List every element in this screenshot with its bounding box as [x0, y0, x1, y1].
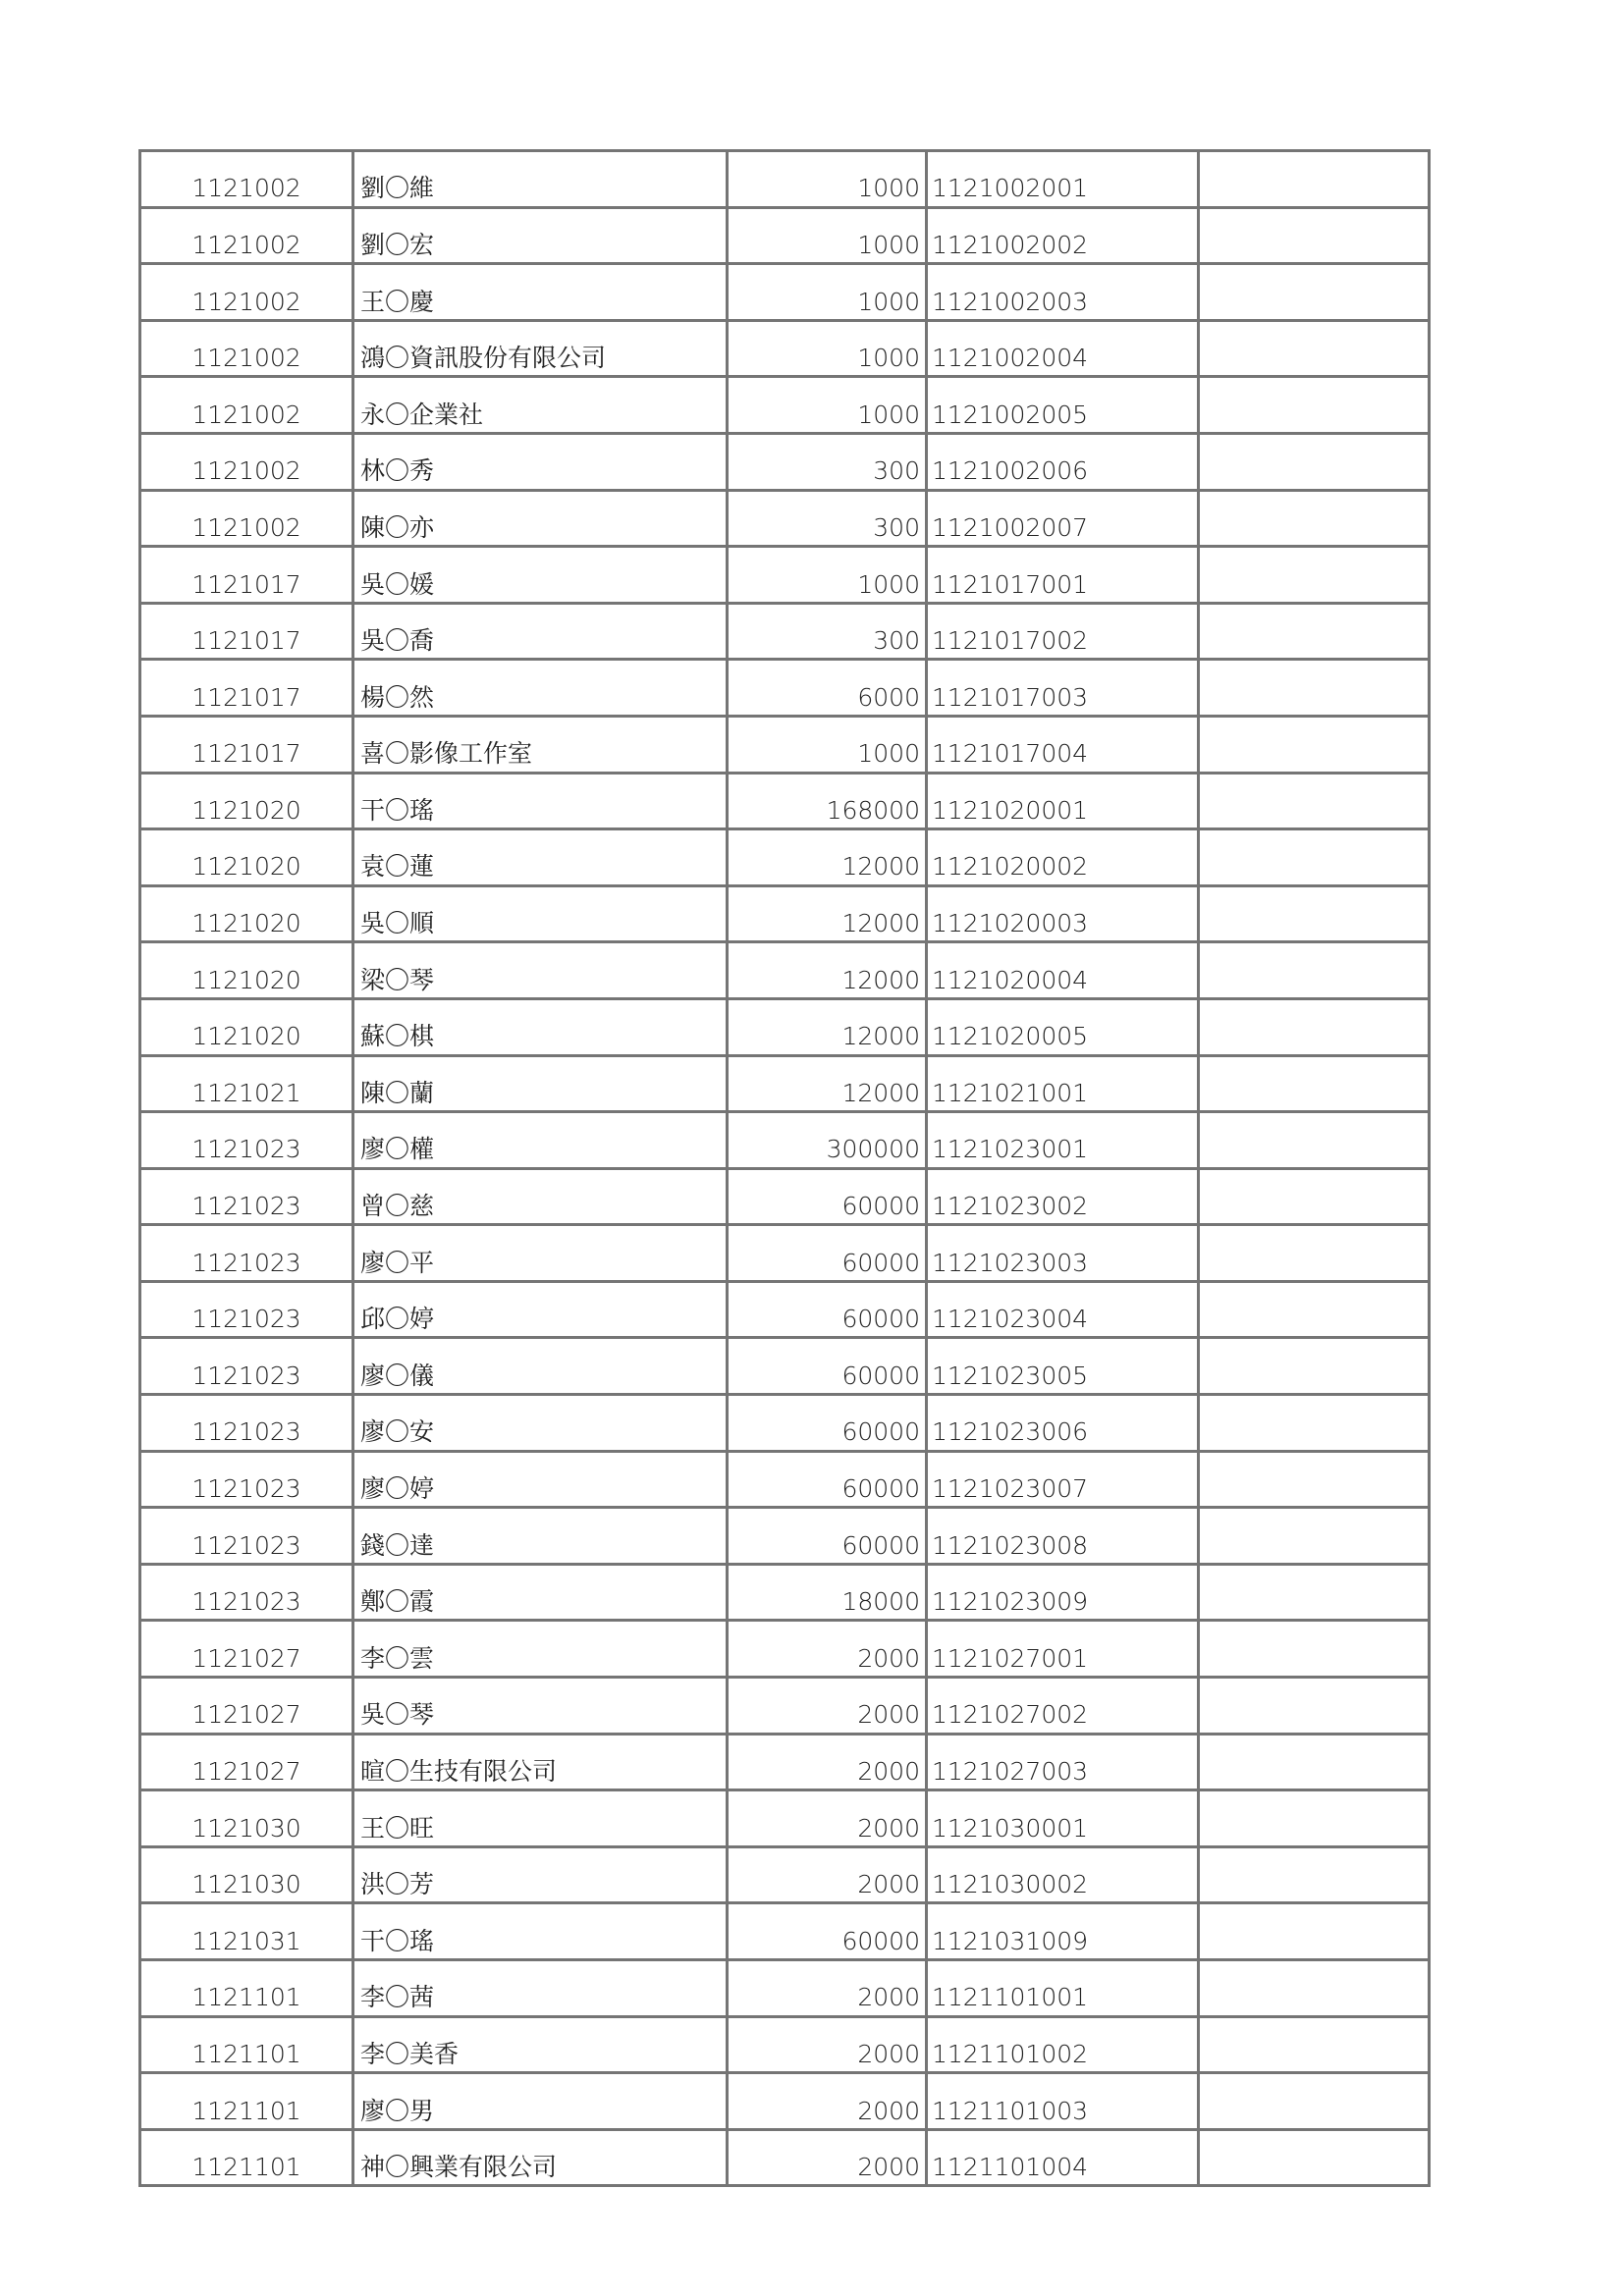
receipt-number-cell: 1121020003 — [927, 885, 1199, 942]
receipt-number-cell: 1121021001 — [927, 1055, 1199, 1112]
date-cell: 1121002 — [140, 320, 353, 377]
date-cell: 1121002 — [140, 207, 353, 264]
table-row — [140, 1960, 1430, 2017]
table-row — [140, 1564, 1430, 1621]
donor-name-cell: 喜〇影像工作室 — [353, 716, 728, 773]
amount-cell: 60000 — [728, 1508, 927, 1565]
donor-name-cell: 李〇茜 — [353, 1960, 728, 2017]
amount-cell: 168000 — [728, 773, 927, 829]
note-cell — [1199, 1395, 1430, 1452]
note-cell — [1199, 433, 1430, 490]
donor-name-cell: 陳〇亦 — [353, 490, 728, 547]
date-cell: 1121002 — [140, 433, 353, 490]
table-row — [140, 2016, 1430, 2073]
receipt-number-cell: 1121023005 — [927, 1338, 1199, 1395]
date-cell: 1121017 — [140, 660, 353, 717]
donor-name-cell: 劉〇維 — [353, 151, 728, 208]
note-cell — [1199, 1678, 1430, 1735]
table-row — [140, 942, 1430, 999]
amount-cell: 2000 — [728, 1678, 927, 1735]
donation-table — [138, 149, 1431, 2187]
amount-cell: 2000 — [728, 1790, 927, 1847]
receipt-number-cell: 1121027002 — [927, 1678, 1199, 1735]
amount-cell: 1000 — [728, 264, 927, 321]
donor-name-cell: 曾〇慈 — [353, 1168, 728, 1225]
receipt-number-cell: 1121017002 — [927, 603, 1199, 660]
amount-cell: 12000 — [728, 885, 927, 942]
date-cell: 1121002 — [140, 151, 353, 208]
date-cell: 1121027 — [140, 1734, 353, 1790]
table-row — [140, 320, 1430, 377]
note-cell — [1199, 1055, 1430, 1112]
donor-name-cell: 王〇慶 — [353, 264, 728, 321]
amount-cell: 60000 — [728, 1281, 927, 1338]
donor-name-cell: 暄〇生技有限公司 — [353, 1734, 728, 1790]
amount-cell: 60000 — [728, 1338, 927, 1395]
amount-cell: 2000 — [728, 2016, 927, 2073]
note-cell — [1199, 377, 1430, 434]
table-row — [140, 1621, 1430, 1678]
donor-name-cell: 吳〇喬 — [353, 603, 728, 660]
donor-name-cell: 劉〇宏 — [353, 207, 728, 264]
receipt-number-cell: 1121002006 — [927, 433, 1199, 490]
note-cell — [1199, 773, 1430, 829]
note-cell — [1199, 1281, 1430, 1338]
note-cell — [1199, 207, 1430, 264]
date-cell: 1121101 — [140, 2129, 353, 2186]
receipt-number-cell: 1121023007 — [927, 1451, 1199, 1508]
date-cell: 1121002 — [140, 377, 353, 434]
amount-cell: 60000 — [728, 1168, 927, 1225]
donor-name-cell: 楊〇然 — [353, 660, 728, 717]
receipt-number-cell: 1121101002 — [927, 2016, 1199, 2073]
amount-cell: 300 — [728, 433, 927, 490]
amount-cell: 300 — [728, 603, 927, 660]
amount-cell: 18000 — [728, 1564, 927, 1621]
table-row — [140, 490, 1430, 547]
date-cell: 1121017 — [140, 716, 353, 773]
table-row — [140, 1734, 1430, 1790]
date-cell: 1121023 — [140, 1451, 353, 1508]
donor-name-cell: 廖〇權 — [353, 1112, 728, 1169]
receipt-number-cell: 1121002004 — [927, 320, 1199, 377]
date-cell: 1121023 — [140, 1225, 353, 1282]
note-cell — [1199, 151, 1430, 208]
donor-name-cell: 王〇旺 — [353, 1790, 728, 1847]
receipt-number-cell: 1121023001 — [927, 1112, 1199, 1169]
table-row — [140, 1903, 1430, 1960]
donor-name-cell: 邱〇婷 — [353, 1281, 728, 1338]
date-cell: 1121002 — [140, 490, 353, 547]
amount-cell: 1000 — [728, 151, 927, 208]
receipt-number-cell: 1121101001 — [927, 1960, 1199, 2017]
date-cell: 1121021 — [140, 1055, 353, 1112]
note-cell — [1199, 1451, 1430, 1508]
donor-name-cell: 鄭〇霞 — [353, 1564, 728, 1621]
amount-cell: 1000 — [728, 377, 927, 434]
note-cell — [1199, 1960, 1430, 2017]
table-row — [140, 773, 1430, 829]
table-row — [140, 377, 1430, 434]
note-cell — [1199, 2073, 1430, 2130]
table-row — [140, 1451, 1430, 1508]
table-row — [140, 998, 1430, 1055]
amount-cell: 12000 — [728, 1055, 927, 1112]
table-row — [140, 1790, 1430, 1847]
amount-cell: 1000 — [728, 207, 927, 264]
date-cell: 1121020 — [140, 998, 353, 1055]
table-row — [140, 547, 1430, 604]
note-cell — [1199, 716, 1430, 773]
receipt-number-cell: 1121020001 — [927, 773, 1199, 829]
donor-name-cell: 梁〇琴 — [353, 942, 728, 999]
table-row — [140, 885, 1430, 942]
date-cell: 1121030 — [140, 1846, 353, 1903]
table-row — [140, 1508, 1430, 1565]
receipt-number-cell: 1121017004 — [927, 716, 1199, 773]
note-cell — [1199, 1790, 1430, 1847]
date-cell: 1121023 — [140, 1564, 353, 1621]
date-cell: 1121002 — [140, 264, 353, 321]
amount-cell: 2000 — [728, 1846, 927, 1903]
amount-cell: 1000 — [728, 320, 927, 377]
amount-cell: 60000 — [728, 1225, 927, 1282]
donor-name-cell: 永〇企業社 — [353, 377, 728, 434]
date-cell: 1121031 — [140, 1903, 353, 1960]
donor-name-cell: 吳〇媛 — [353, 547, 728, 604]
note-cell — [1199, 942, 1430, 999]
receipt-number-cell: 1121017003 — [927, 660, 1199, 717]
table-row — [140, 1225, 1430, 1282]
donor-name-cell: 廖〇安 — [353, 1395, 728, 1452]
receipt-number-cell: 1121023006 — [927, 1395, 1199, 1452]
receipt-number-cell: 1121023004 — [927, 1281, 1199, 1338]
note-cell — [1199, 547, 1430, 604]
table-row — [140, 1281, 1430, 1338]
donor-name-cell: 廖〇儀 — [353, 1338, 728, 1395]
donor-name-cell: 干〇瑤 — [353, 773, 728, 829]
donor-name-cell: 廖〇平 — [353, 1225, 728, 1282]
amount-cell: 300 — [728, 490, 927, 547]
note-cell — [1199, 1508, 1430, 1565]
receipt-number-cell: 1121023008 — [927, 1508, 1199, 1565]
donor-name-cell: 李〇美香 — [353, 2016, 728, 2073]
note-cell — [1199, 1846, 1430, 1903]
date-cell: 1121023 — [140, 1395, 353, 1452]
note-cell — [1199, 2129, 1430, 2186]
date-cell: 1121101 — [140, 2016, 353, 2073]
amount-cell: 12000 — [728, 998, 927, 1055]
donor-name-cell: 吳〇琴 — [353, 1678, 728, 1735]
date-cell: 1121023 — [140, 1168, 353, 1225]
amount-cell: 1000 — [728, 547, 927, 604]
note-cell — [1199, 885, 1430, 942]
amount-cell: 6000 — [728, 660, 927, 717]
donor-name-cell: 蘇〇棋 — [353, 998, 728, 1055]
table-row — [140, 1055, 1430, 1112]
date-cell: 1121023 — [140, 1338, 353, 1395]
donation-table-body — [140, 151, 1430, 2186]
receipt-number-cell: 1121027001 — [927, 1621, 1199, 1678]
table-row — [140, 1846, 1430, 1903]
note-cell — [1199, 1564, 1430, 1621]
table-row — [140, 151, 1430, 208]
donor-name-cell: 陳〇蘭 — [353, 1055, 728, 1112]
amount-cell: 12000 — [728, 942, 927, 999]
date-cell: 1121017 — [140, 547, 353, 604]
amount-cell: 2000 — [728, 1960, 927, 2017]
receipt-number-cell: 1121027003 — [927, 1734, 1199, 1790]
date-cell: 1121020 — [140, 885, 353, 942]
table-row — [140, 207, 1430, 264]
donor-name-cell: 鴻〇資訊股份有限公司 — [353, 320, 728, 377]
donor-name-cell: 袁〇蓮 — [353, 829, 728, 886]
date-cell: 1121017 — [140, 603, 353, 660]
receipt-number-cell: 1121030002 — [927, 1846, 1199, 1903]
table-row — [140, 1338, 1430, 1395]
table-row — [140, 829, 1430, 886]
receipt-number-cell: 1121017001 — [927, 547, 1199, 604]
receipt-number-cell: 1121101003 — [927, 2073, 1199, 2130]
receipt-number-cell: 1121002005 — [927, 377, 1199, 434]
date-cell: 1121027 — [140, 1678, 353, 1735]
note-cell — [1199, 264, 1430, 321]
table-row — [140, 264, 1430, 321]
receipt-number-cell: 1121002003 — [927, 264, 1199, 321]
date-cell: 1121101 — [140, 2073, 353, 2130]
date-cell: 1121023 — [140, 1112, 353, 1169]
amount-cell: 300000 — [728, 1112, 927, 1169]
table-row — [140, 716, 1430, 773]
note-cell — [1199, 1734, 1430, 1790]
note-cell — [1199, 1112, 1430, 1169]
table-row — [140, 1678, 1430, 1735]
note-cell — [1199, 829, 1430, 886]
receipt-number-cell: 1121020005 — [927, 998, 1199, 1055]
table-row — [140, 1112, 1430, 1169]
note-cell — [1199, 1168, 1430, 1225]
receipt-number-cell: 1121030001 — [927, 1790, 1199, 1847]
donor-name-cell: 廖〇婷 — [353, 1451, 728, 1508]
receipt-number-cell: 1121023002 — [927, 1168, 1199, 1225]
table-row — [140, 603, 1430, 660]
amount-cell: 2000 — [728, 2073, 927, 2130]
donor-name-cell: 廖〇男 — [353, 2073, 728, 2130]
amount-cell: 60000 — [728, 1903, 927, 1960]
note-cell — [1199, 490, 1430, 547]
receipt-number-cell: 1121020002 — [927, 829, 1199, 886]
note-cell — [1199, 603, 1430, 660]
note-cell — [1199, 2016, 1430, 2073]
note-cell — [1199, 660, 1430, 717]
table-row — [140, 660, 1430, 717]
date-cell: 1121101 — [140, 1960, 353, 2017]
note-cell — [1199, 1903, 1430, 1960]
donor-name-cell: 干〇瑤 — [353, 1903, 728, 1960]
amount-cell: 60000 — [728, 1451, 927, 1508]
date-cell: 1121023 — [140, 1281, 353, 1338]
receipt-number-cell: 1121101004 — [927, 2129, 1199, 2186]
donor-name-cell: 吳〇順 — [353, 885, 728, 942]
date-cell: 1121030 — [140, 1790, 353, 1847]
date-cell: 1121027 — [140, 1621, 353, 1678]
amount-cell: 2000 — [728, 1621, 927, 1678]
date-cell: 1121020 — [140, 942, 353, 999]
note-cell — [1199, 1338, 1430, 1395]
amount-cell: 2000 — [728, 2129, 927, 2186]
table-row — [140, 1395, 1430, 1452]
receipt-number-cell: 1121023009 — [927, 1564, 1199, 1621]
donor-name-cell: 李〇雲 — [353, 1621, 728, 1678]
note-cell — [1199, 1225, 1430, 1282]
receipt-number-cell: 1121031009 — [927, 1903, 1199, 1960]
donor-name-cell: 林〇秀 — [353, 433, 728, 490]
receipt-number-cell: 1121023003 — [927, 1225, 1199, 1282]
table-row — [140, 433, 1430, 490]
donor-name-cell: 洪〇芳 — [353, 1846, 728, 1903]
date-cell: 1121023 — [140, 1508, 353, 1565]
amount-cell: 1000 — [728, 716, 927, 773]
receipt-number-cell: 1121002002 — [927, 207, 1199, 264]
note-cell — [1199, 998, 1430, 1055]
table-row — [140, 2129, 1430, 2186]
receipt-number-cell: 1121020004 — [927, 942, 1199, 999]
receipt-number-cell: 1121002001 — [927, 151, 1199, 208]
date-cell: 1121020 — [140, 773, 353, 829]
date-cell: 1121020 — [140, 829, 353, 886]
amount-cell: 12000 — [728, 829, 927, 886]
note-cell — [1199, 320, 1430, 377]
note-cell — [1199, 1621, 1430, 1678]
amount-cell: 2000 — [728, 1734, 927, 1790]
donor-name-cell: 神〇興業有限公司 — [353, 2129, 728, 2186]
table-row — [140, 2073, 1430, 2130]
amount-cell: 60000 — [728, 1395, 927, 1452]
table-row — [140, 1168, 1430, 1225]
donor-name-cell: 錢〇達 — [353, 1508, 728, 1565]
receipt-number-cell: 1121002007 — [927, 490, 1199, 547]
